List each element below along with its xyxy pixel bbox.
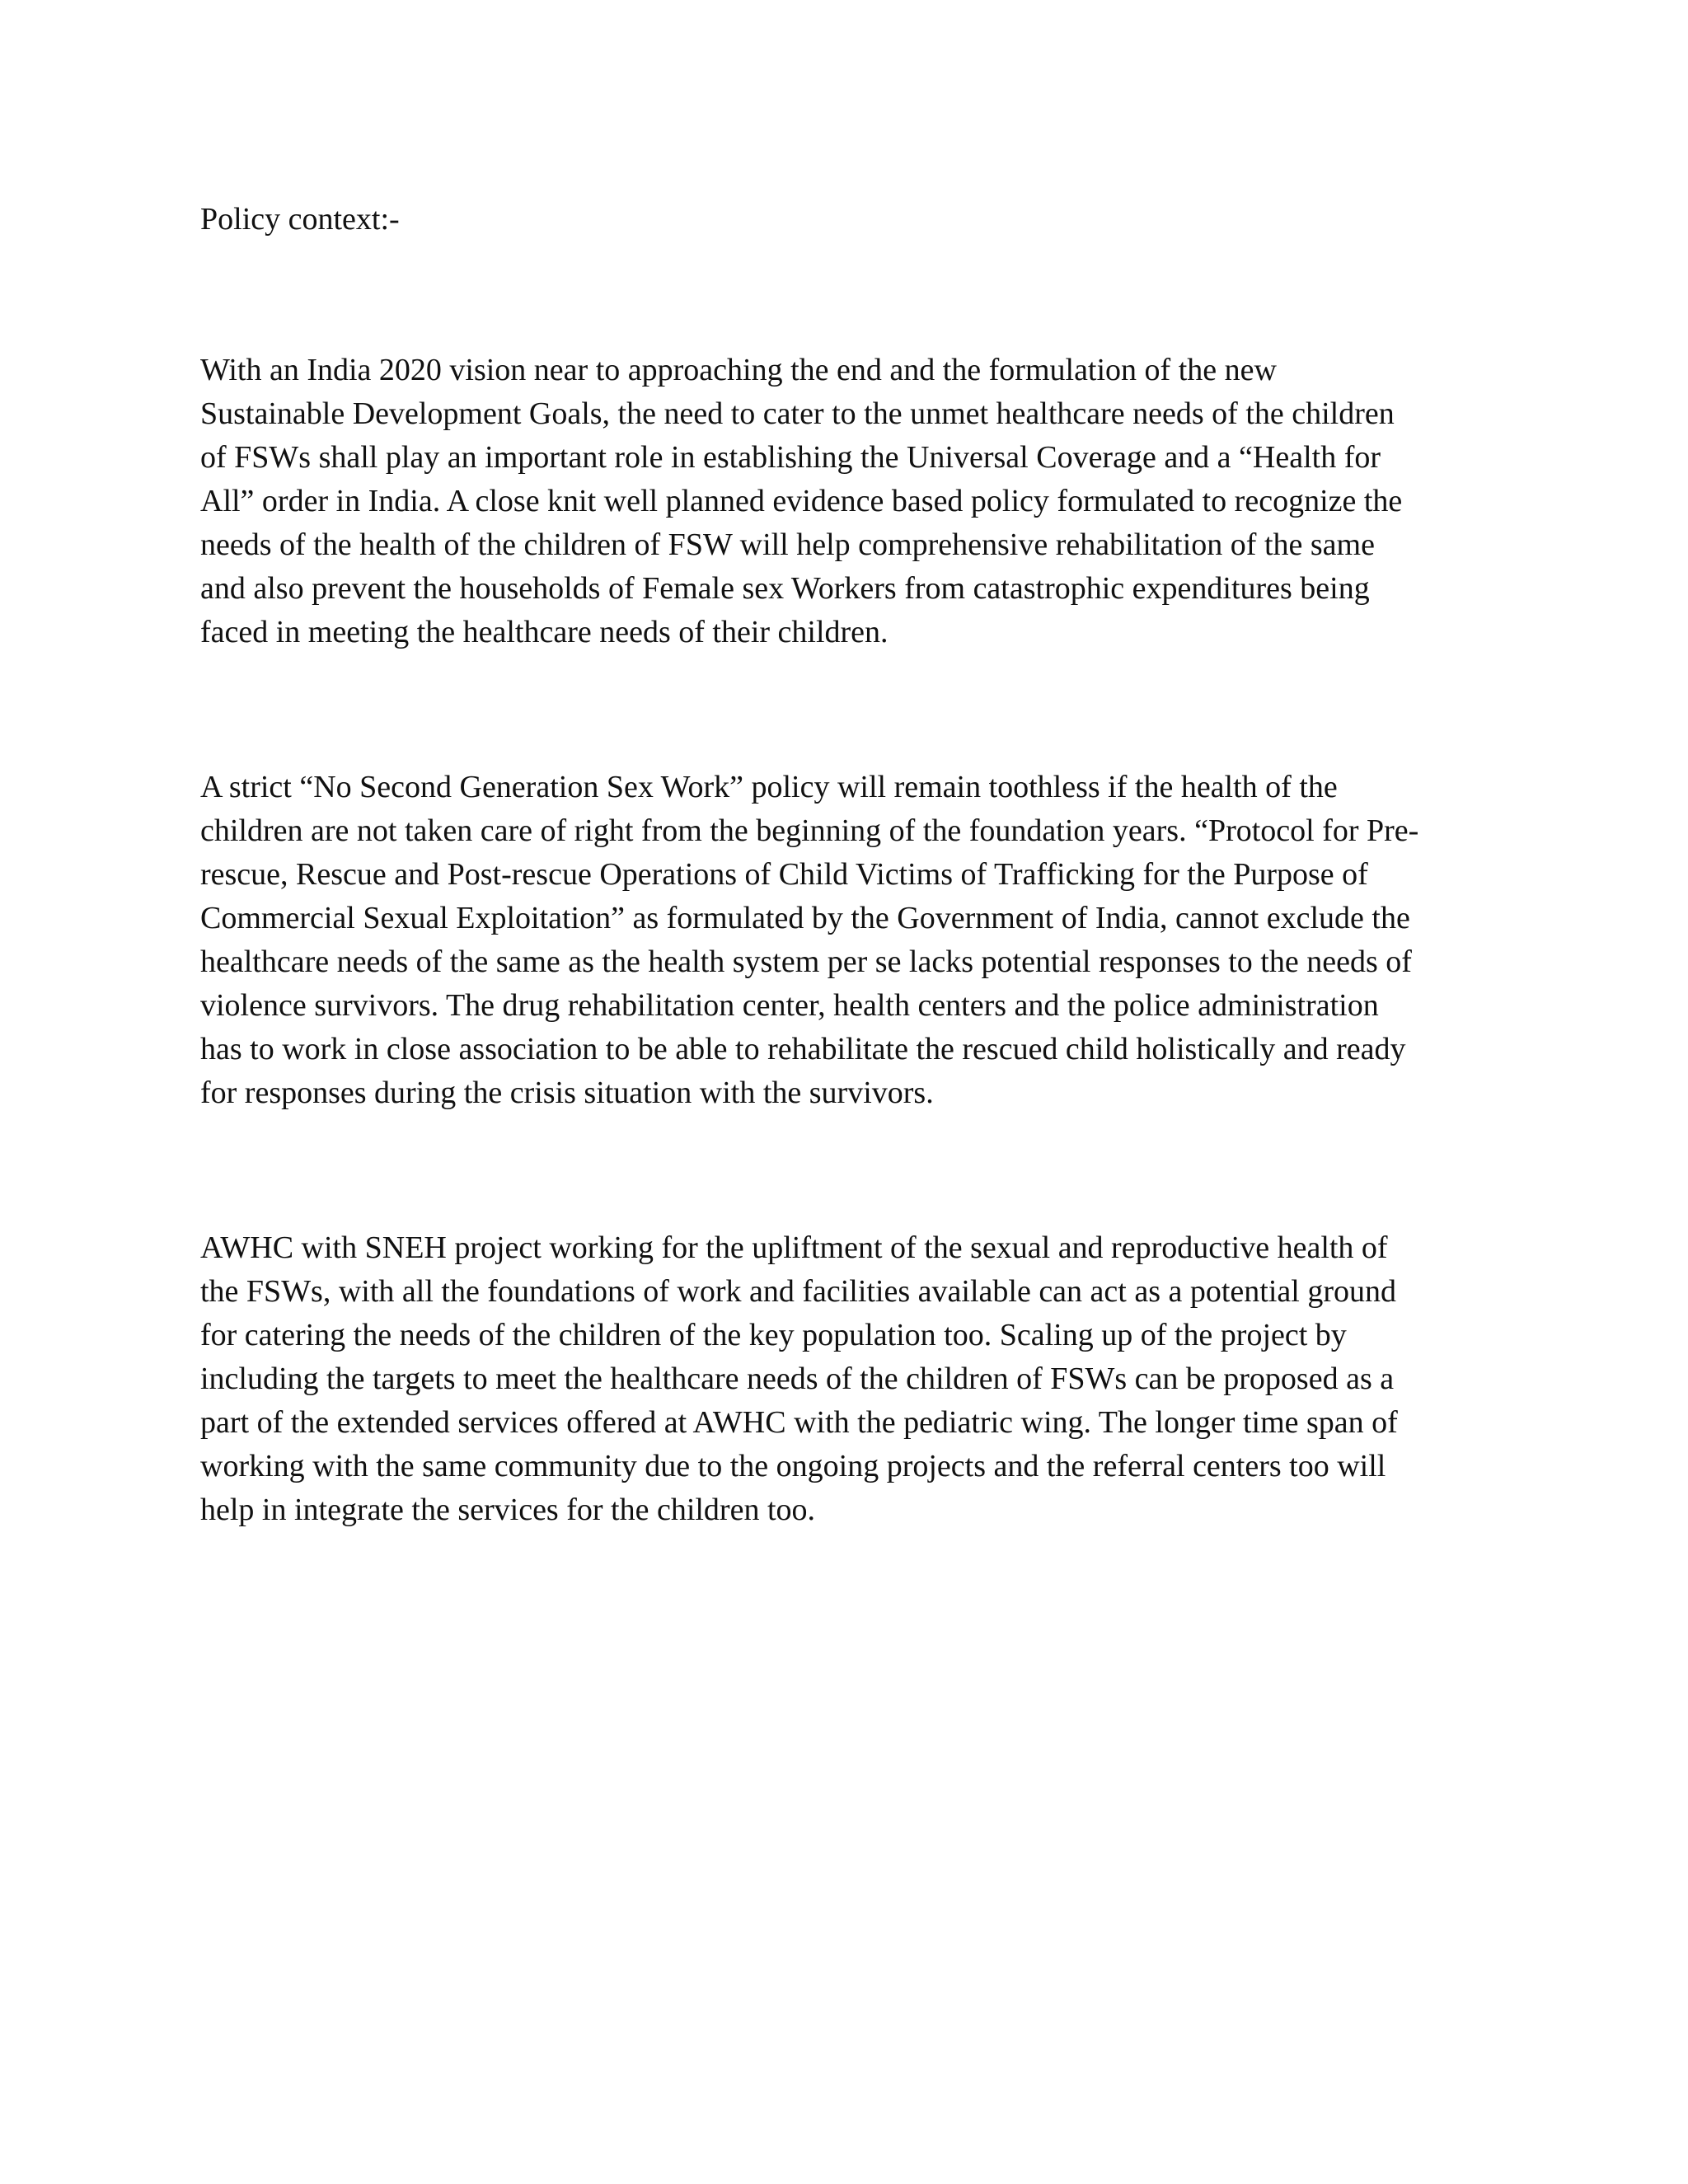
paragraph-line: Sustainable Development Goals, the need to cater to the unmet healthcare needs of the children: [200, 396, 1395, 431]
paragraph-line: Commercial Sexual Exploitation” as formulated by the Government of India, cannot exclude the: [200, 901, 1410, 935]
paragraph-line: including the targets to meet the healthcare needs of the children of FSWs can be proposed as a: [200, 1361, 1395, 1396]
paragraph-line: AWHC with SNEH project working for the upliftment of the sexual and reproductive health of: [200, 1230, 1388, 1265]
paragraph-line: for responses during the crisis situation with the survivors.: [200, 1076, 934, 1110]
paragraph-line: part of the extended services offered at AWHC with the pediatric wing. The longer time span of: [200, 1405, 1398, 1440]
paragraph-line: violence survivors. The drug rehabilitation center, health centers and the police administration: [200, 988, 1379, 1023]
paragraph-line: healthcare needs of the same as the health system per se lacks potential responses to the needs of: [200, 944, 1412, 979]
paragraph-line: the FSWs, with all the foundations of work and facilities available can act as a potential ground: [200, 1274, 1396, 1309]
paragraph-line: has to work in close association to be able to rehabilitate the rescued child holistically and ready: [200, 1032, 1406, 1066]
paragraph-line: All” order in India. A close knit well planned evidence based policy formulated to recognize the: [200, 484, 1403, 518]
paragraph-line: of FSWs shall play an important role in establishing the Universal Coverage and a “Health for: [200, 440, 1381, 475]
paragraph-line: help in integrate the services for the children too.: [200, 1493, 816, 1527]
section-heading: Policy context:-: [200, 202, 400, 237]
paragraph-line: and also prevent the households of Female sex Workers from catastrophic expenditures being: [200, 571, 1370, 606]
document-body: [200, 198, 1503, 1532]
paragraph-line: With an India 2020 vision near to approaching the end and the formulation of the new: [200, 353, 1277, 387]
paragraph-awhc: [200, 1226, 1503, 1532]
paragraph-line: children are not taken care of right from the beginning of the foundation years. “Protocol for Pre-: [200, 813, 1419, 848]
paragraph-vision: [200, 349, 1503, 654]
paragraph-line: faced in meeting the healthcare needs of their children.: [200, 615, 889, 649]
paragraph-line: needs of the health of the children of FSW will help comprehensive rehabilitation of the same: [200, 527, 1375, 562]
paragraph-line: A strict “No Second Generation Sex Work” policy will remain toothless if the health of the: [200, 770, 1338, 804]
paragraph-policy: [200, 766, 1503, 1115]
paragraph-line: working with the same community due to the ongoing projects and the referral centers too will: [200, 1449, 1386, 1483]
paragraph-line: for catering the needs of the children of the key population too. Scaling up of the project by: [200, 1318, 1347, 1352]
paragraph-line: rescue, Rescue and Post-rescue Operations of Child Victims of Trafficking for the Purpose of: [200, 857, 1368, 892]
